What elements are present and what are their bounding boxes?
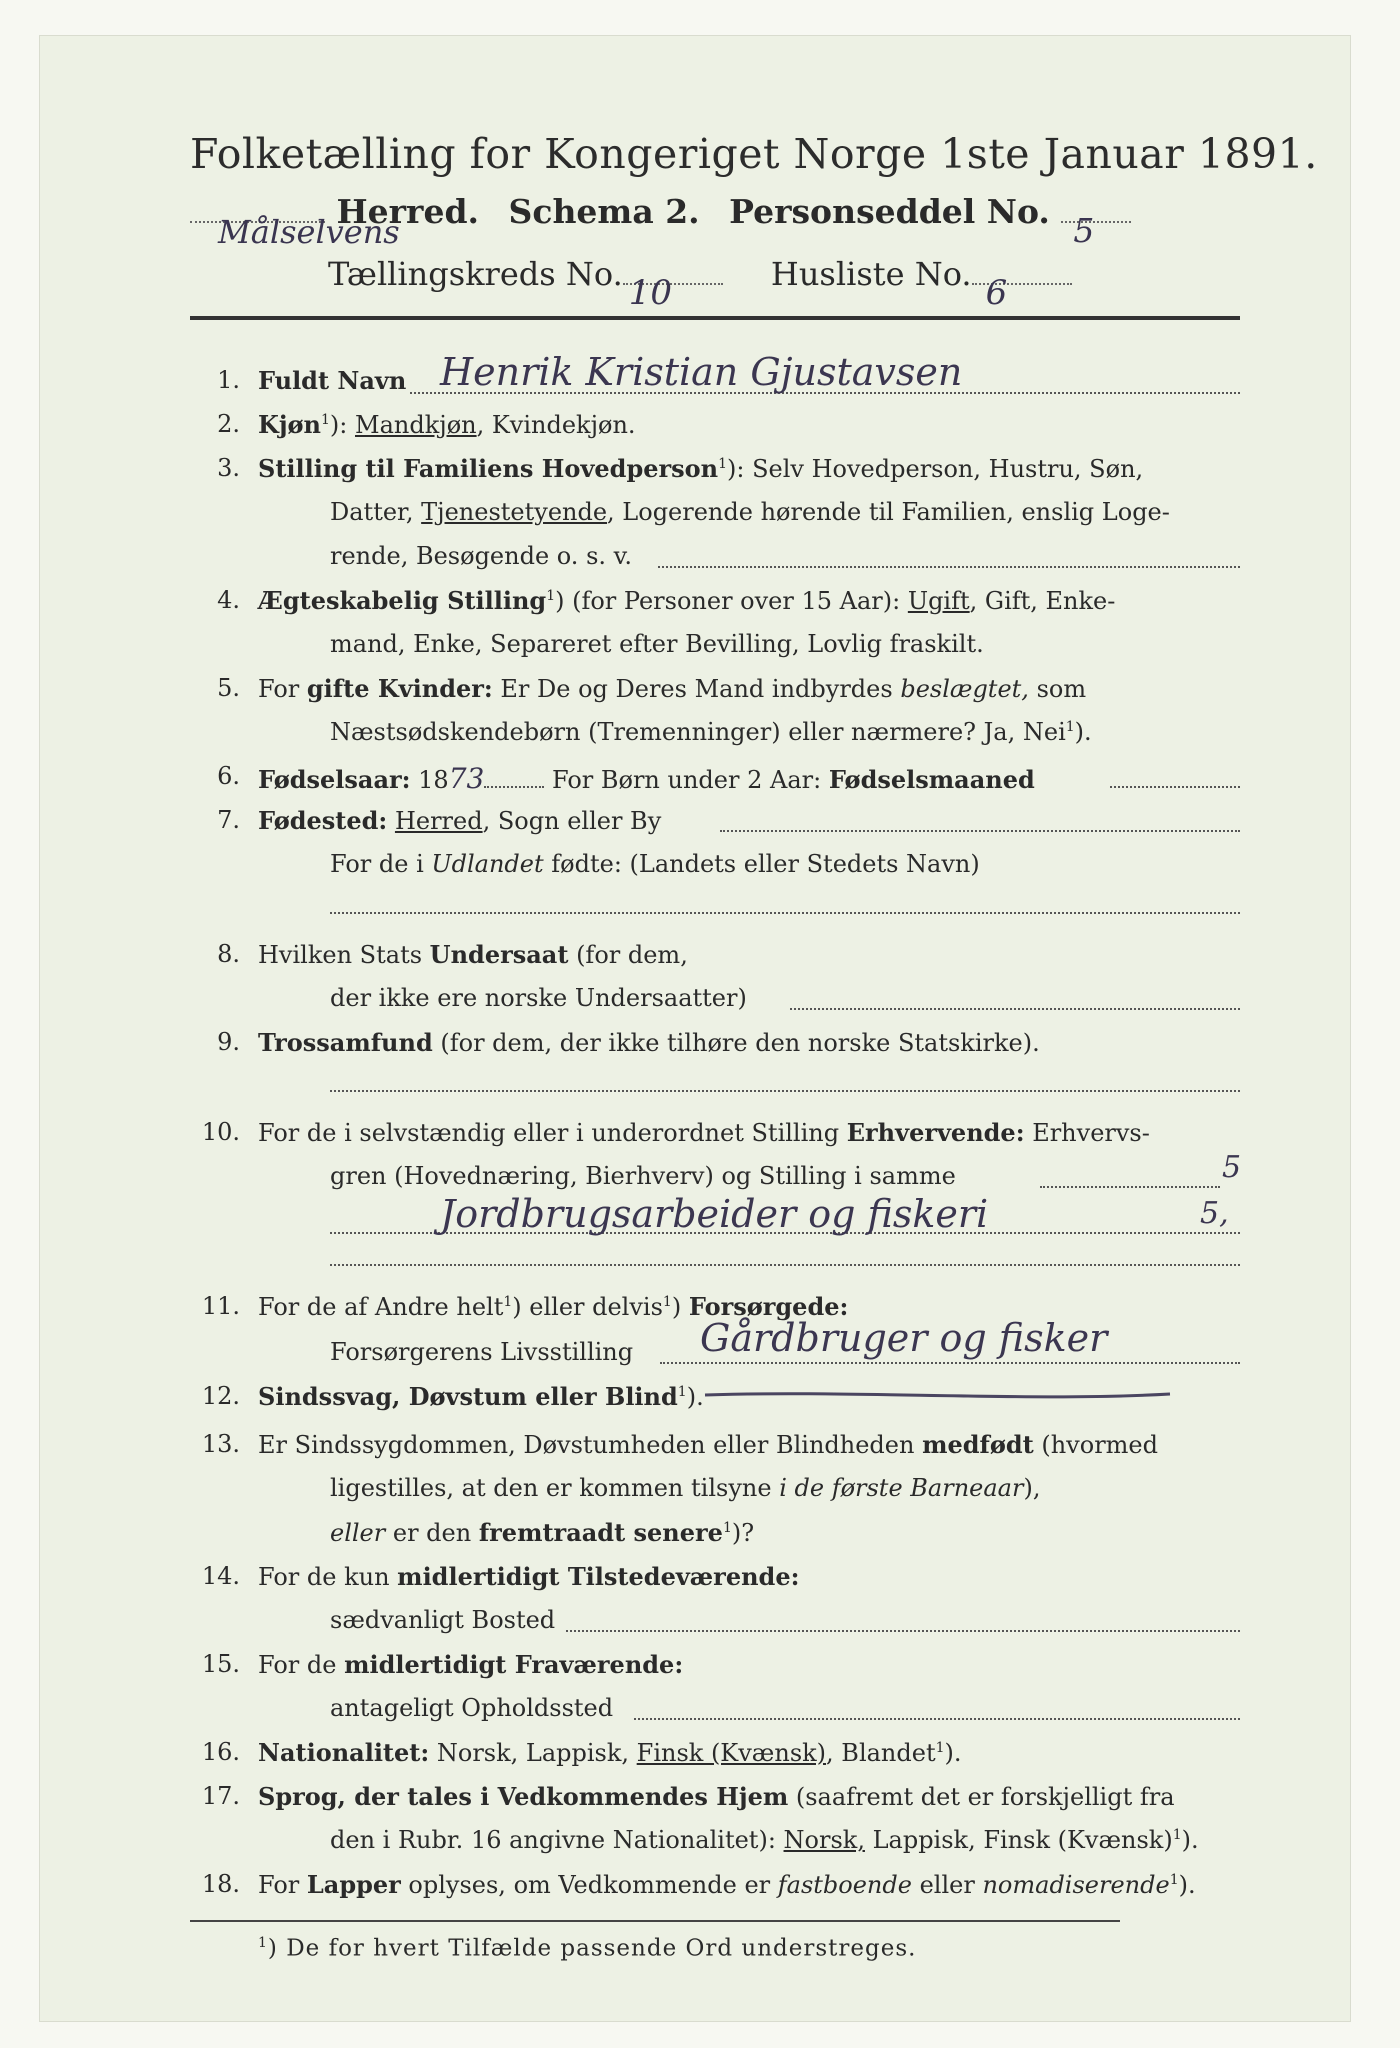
item-5-line-2: Næstsødskendebørn (Tremenninger) eller nærmere? Ja, Nei$^1$).	[330, 718, 1092, 746]
item-4-selected: Ugift	[907, 587, 970, 615]
herred-line	[190, 192, 1131, 251]
item-4-line-2: mand, Enke, Separeret efter Bevilling, Lovlig fraskilt.	[330, 630, 984, 658]
husliste-label: Husliste No.	[770, 255, 972, 293]
item-8-number: 8.	[217, 940, 240, 968]
item-2-selected: Mandkjøn	[355, 411, 477, 439]
item-7-line-2: For de i Udlandet fødte: (Landets eller Stedets Navn)	[330, 850, 980, 878]
item-14-number: 14.	[201, 1562, 240, 1590]
item-3-line-2: Datter, Tjenestetyende, Logerende hørende til Familien, enslig Loge-	[330, 498, 1170, 526]
item-2-number: 2.	[217, 410, 240, 438]
item-11-line-1: For de af Andre helt$^1$) eller delvis$^1$) Forsørgede:	[258, 1292, 849, 1321]
herred-value: Målselvens	[218, 213, 400, 251]
item-3-line-1: Stilling til Familiens Hovedperson$^1$): Selv Hovedperson, Hustru, Søn,	[258, 454, 1144, 483]
item-8-line-1: Hvilken Stats Undersaat (for dem,	[258, 940, 688, 969]
item-2-text: Kjøn$^1$): Mandkjøn, Kvindekjøn.	[258, 410, 636, 439]
item-10-line-1: For de i selvstændig eller i underordnet Stilling Erhvervende: Erhvervs-	[258, 1118, 1150, 1147]
item-13-line-1: Er Sindssygdommen, Døvstumheden eller Blindheden medfødt (hvormed	[258, 1430, 1158, 1459]
item-3-number: 3.	[217, 454, 240, 482]
item-16-selected: Finsk (Kvænsk)	[636, 1739, 827, 1767]
item-7-line-1: Fødested: Herred, Sogn eller By	[258, 806, 662, 835]
item-6-number: 6.	[217, 762, 240, 790]
kreds-line	[328, 255, 1072, 313]
item-16-line: Nationalitet: Norsk, Lappisk, Finsk (Kvænsk), Blandet$^1$).	[258, 1738, 962, 1767]
item-1-value: Henrik Kristian Gjustavsen	[440, 350, 963, 394]
item-10-line-2: gren (Hovednæring, Bierhverv) og Stilling i samme	[330, 1162, 956, 1190]
item-16-number: 16.	[201, 1738, 240, 1766]
herred-label: Herred.	[336, 192, 480, 231]
item-4-line-1: Ægteskabelig Stilling$^1$) (for Personer over 15 Aar): Ugift, Gift, Enke-	[258, 586, 1116, 615]
item-5-number: 5.	[217, 674, 240, 702]
item-11-number: 11.	[201, 1292, 240, 1320]
kreds-label: Tællingskreds No.	[328, 255, 623, 293]
item-8-line-2: der ikke ere norske Undersaatter)	[330, 984, 747, 1012]
item-9-number: 9.	[217, 1028, 240, 1056]
kreds-value: 10	[628, 273, 672, 313]
item-17-line-1: Sprog, der tales i Vedkommendes Hjem (saafremt det er forskjelligt fra	[258, 1782, 1175, 1811]
footnote-divider	[190, 1920, 1120, 1922]
item-13-line-3: eller er den fremtraadt senere$^1$)?	[330, 1518, 755, 1547]
item-10-mark-1: 5	[1222, 1150, 1242, 1185]
item-11-line-2: Forsørgerens Livsstilling	[330, 1338, 634, 1366]
item-12-line: Sindssvag, Døvstum eller Blind$^1$).	[258, 1382, 704, 1411]
item-13-number: 13.	[201, 1430, 240, 1458]
footnote: $^1$) De for hvert Tilfælde passende Ord understreges.	[258, 1935, 917, 1962]
personseddel-value: 5	[1073, 211, 1095, 250]
item-7-selected: Herred	[394, 807, 483, 835]
header-divider	[190, 316, 1240, 320]
husliste-value: 6	[985, 273, 1008, 313]
item-17-line-2: den i Rubr. 16 angivne Nationalitet): Norsk, Lappisk, Finsk (Kvænsk)$^1$).	[330, 1826, 1199, 1854]
item-14-line-2: sædvanligt Bosted	[330, 1606, 556, 1634]
item-1-label: Fuldt Navn	[258, 366, 407, 395]
item-1-number: 1.	[217, 366, 240, 394]
item-14-line-1: For de kun midlertidigt Tilstedeværende:	[258, 1562, 800, 1591]
item-3-line-3: rende, Besøgende o. s. v.	[330, 542, 632, 570]
item-12-dash-stroke	[700, 1370, 1200, 1420]
personseddel-label: Personseddel No.	[729, 192, 1050, 231]
item-17-selected: Norsk,	[783, 1826, 865, 1854]
item-15-line-2: antageligt Opholdssted	[330, 1694, 614, 1722]
item-17-number: 17.	[201, 1782, 240, 1810]
item-9-line: Trossamfund (for dem, der ikke tilhøre den norske Statskirke).	[258, 1028, 1040, 1057]
item-6-line: Fødselsaar: 1873 For Børn under 2 Aar: Fødselsmaaned	[258, 762, 1035, 795]
item-15-line-1: For de midlertidigt Fraværende:	[258, 1650, 684, 1679]
item-18-line: For Lapper oplyses, om Vedkommende er fastboende eller nomadiserende$^1$).	[258, 1870, 1196, 1899]
item-10-value: Jordbrugsarbeider og fiskeri	[440, 1192, 989, 1236]
schema-label: Schema 2.	[508, 192, 700, 231]
item-12-number: 12.	[201, 1382, 240, 1410]
item-13-line-2: ligestilles, at den er kommen tilsyne i de første Barneaar),	[330, 1474, 1041, 1502]
item-5-line-1: For gifte Kvinder: Er De og Deres Mand indbyrdes beslægtet, som	[258, 674, 1087, 703]
item-15-number: 15.	[201, 1650, 240, 1678]
item-4-number: 4.	[217, 586, 240, 614]
item-10-mark-2: 5,	[1200, 1196, 1229, 1231]
item-6-value: 73	[448, 762, 485, 795]
item-11-value: Gårdbruger og fisker	[700, 1316, 1108, 1360]
form-title: Folketælling for Kongeriget Norge 1ste Januar 1891.	[190, 130, 1318, 178]
item-7-number: 7.	[217, 806, 240, 834]
item-3-selected: Tjenestetyende	[421, 498, 608, 526]
item-18-number: 18.	[201, 1870, 240, 1898]
item-10-number: 10.	[201, 1118, 240, 1146]
